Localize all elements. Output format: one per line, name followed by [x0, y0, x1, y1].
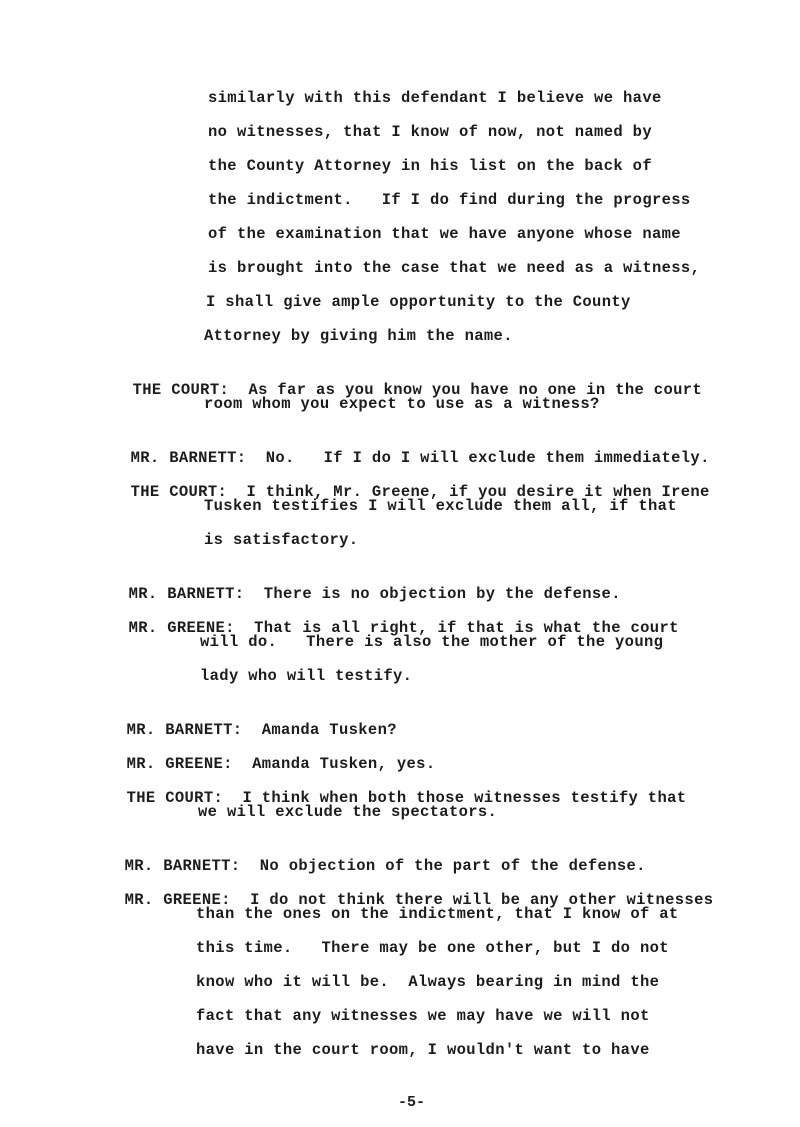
speech-text: That is all right, if that is what the court	[254, 619, 679, 637]
speaker-label: MR. BARNETT:	[126, 721, 243, 739]
speech-text: I do not think there will be any other witnesses	[250, 891, 714, 909]
speaker-label: MR. GREENE:	[128, 619, 235, 637]
transcript-line: Tusken testifies I will exclude them all, if that	[204, 497, 677, 515]
speech-text: Amanda Tusken?	[261, 721, 397, 739]
speech-text: There is no objection by the defense.	[263, 585, 621, 603]
transcript-line: is brought into the case that we need as a witness,	[208, 259, 701, 277]
speaker-label: THE COURT:	[132, 381, 230, 399]
transcript-line: I shall give ample opportunity to the County	[206, 293, 631, 311]
speaker-label: MR. BARNETT:	[130, 449, 247, 467]
speech-text: No. If I do I will exclude them immediately.	[265, 449, 710, 467]
speech-text: I think when both those witnesses testify that	[242, 789, 687, 807]
transcript-line: fact that any witnesses we may have we will not	[196, 1007, 650, 1025]
speaker-label: MR. GREENE:	[126, 755, 233, 773]
speaker-label: THE COURT:	[126, 789, 224, 807]
transcript-line: will do. There is also the mother of the young	[200, 633, 664, 651]
speech-text: I think, Mr. Greene, if you desire it when Irene	[246, 483, 710, 501]
page-number: -5-	[398, 1094, 426, 1111]
transcript-line: similarly with this defendant I believe we have	[208, 89, 662, 107]
speaker-label: MR. BARNETT:	[128, 585, 245, 603]
transcript-line: know who it will be. Always bearing in mind the	[196, 973, 660, 991]
transcript-line: the indictment. If I do find during the progress	[208, 191, 691, 209]
transcript-line: lady who will testify.	[200, 667, 413, 685]
speaker-label: MR. BARNETT:	[124, 857, 241, 875]
speech-text: Amanda Tusken, yes.	[252, 755, 436, 773]
transcript-line: Attorney by giving him the name.	[204, 327, 513, 345]
transcript-line: of the examination that we have anyone whose name	[208, 225, 681, 243]
speech-text: As far as you know you have no one in the court	[248, 381, 703, 399]
speaker-label: THE COURT:	[130, 483, 228, 501]
transcript-line: is satisfactory.	[204, 531, 359, 549]
transcript-line: no witnesses, that I know of now, not named by	[208, 123, 652, 141]
transcript-line: room whom you expect to use as a witness?	[204, 395, 600, 413]
speaker-label: MR. GREENE:	[124, 891, 231, 909]
transcript-line: have in the court room, I wouldn't want to have	[196, 1041, 650, 1059]
transcript-line: than the ones on the indictment, that I know of at	[196, 905, 679, 923]
transcript-line: this time. There may be one other, but I do not	[196, 939, 669, 957]
speech-text: No objection of the part of the defense.	[259, 857, 646, 875]
transcript-line: the County Attorney in his list on the back of	[208, 157, 652, 175]
transcript-line: we will exclude the spectators.	[198, 803, 498, 821]
